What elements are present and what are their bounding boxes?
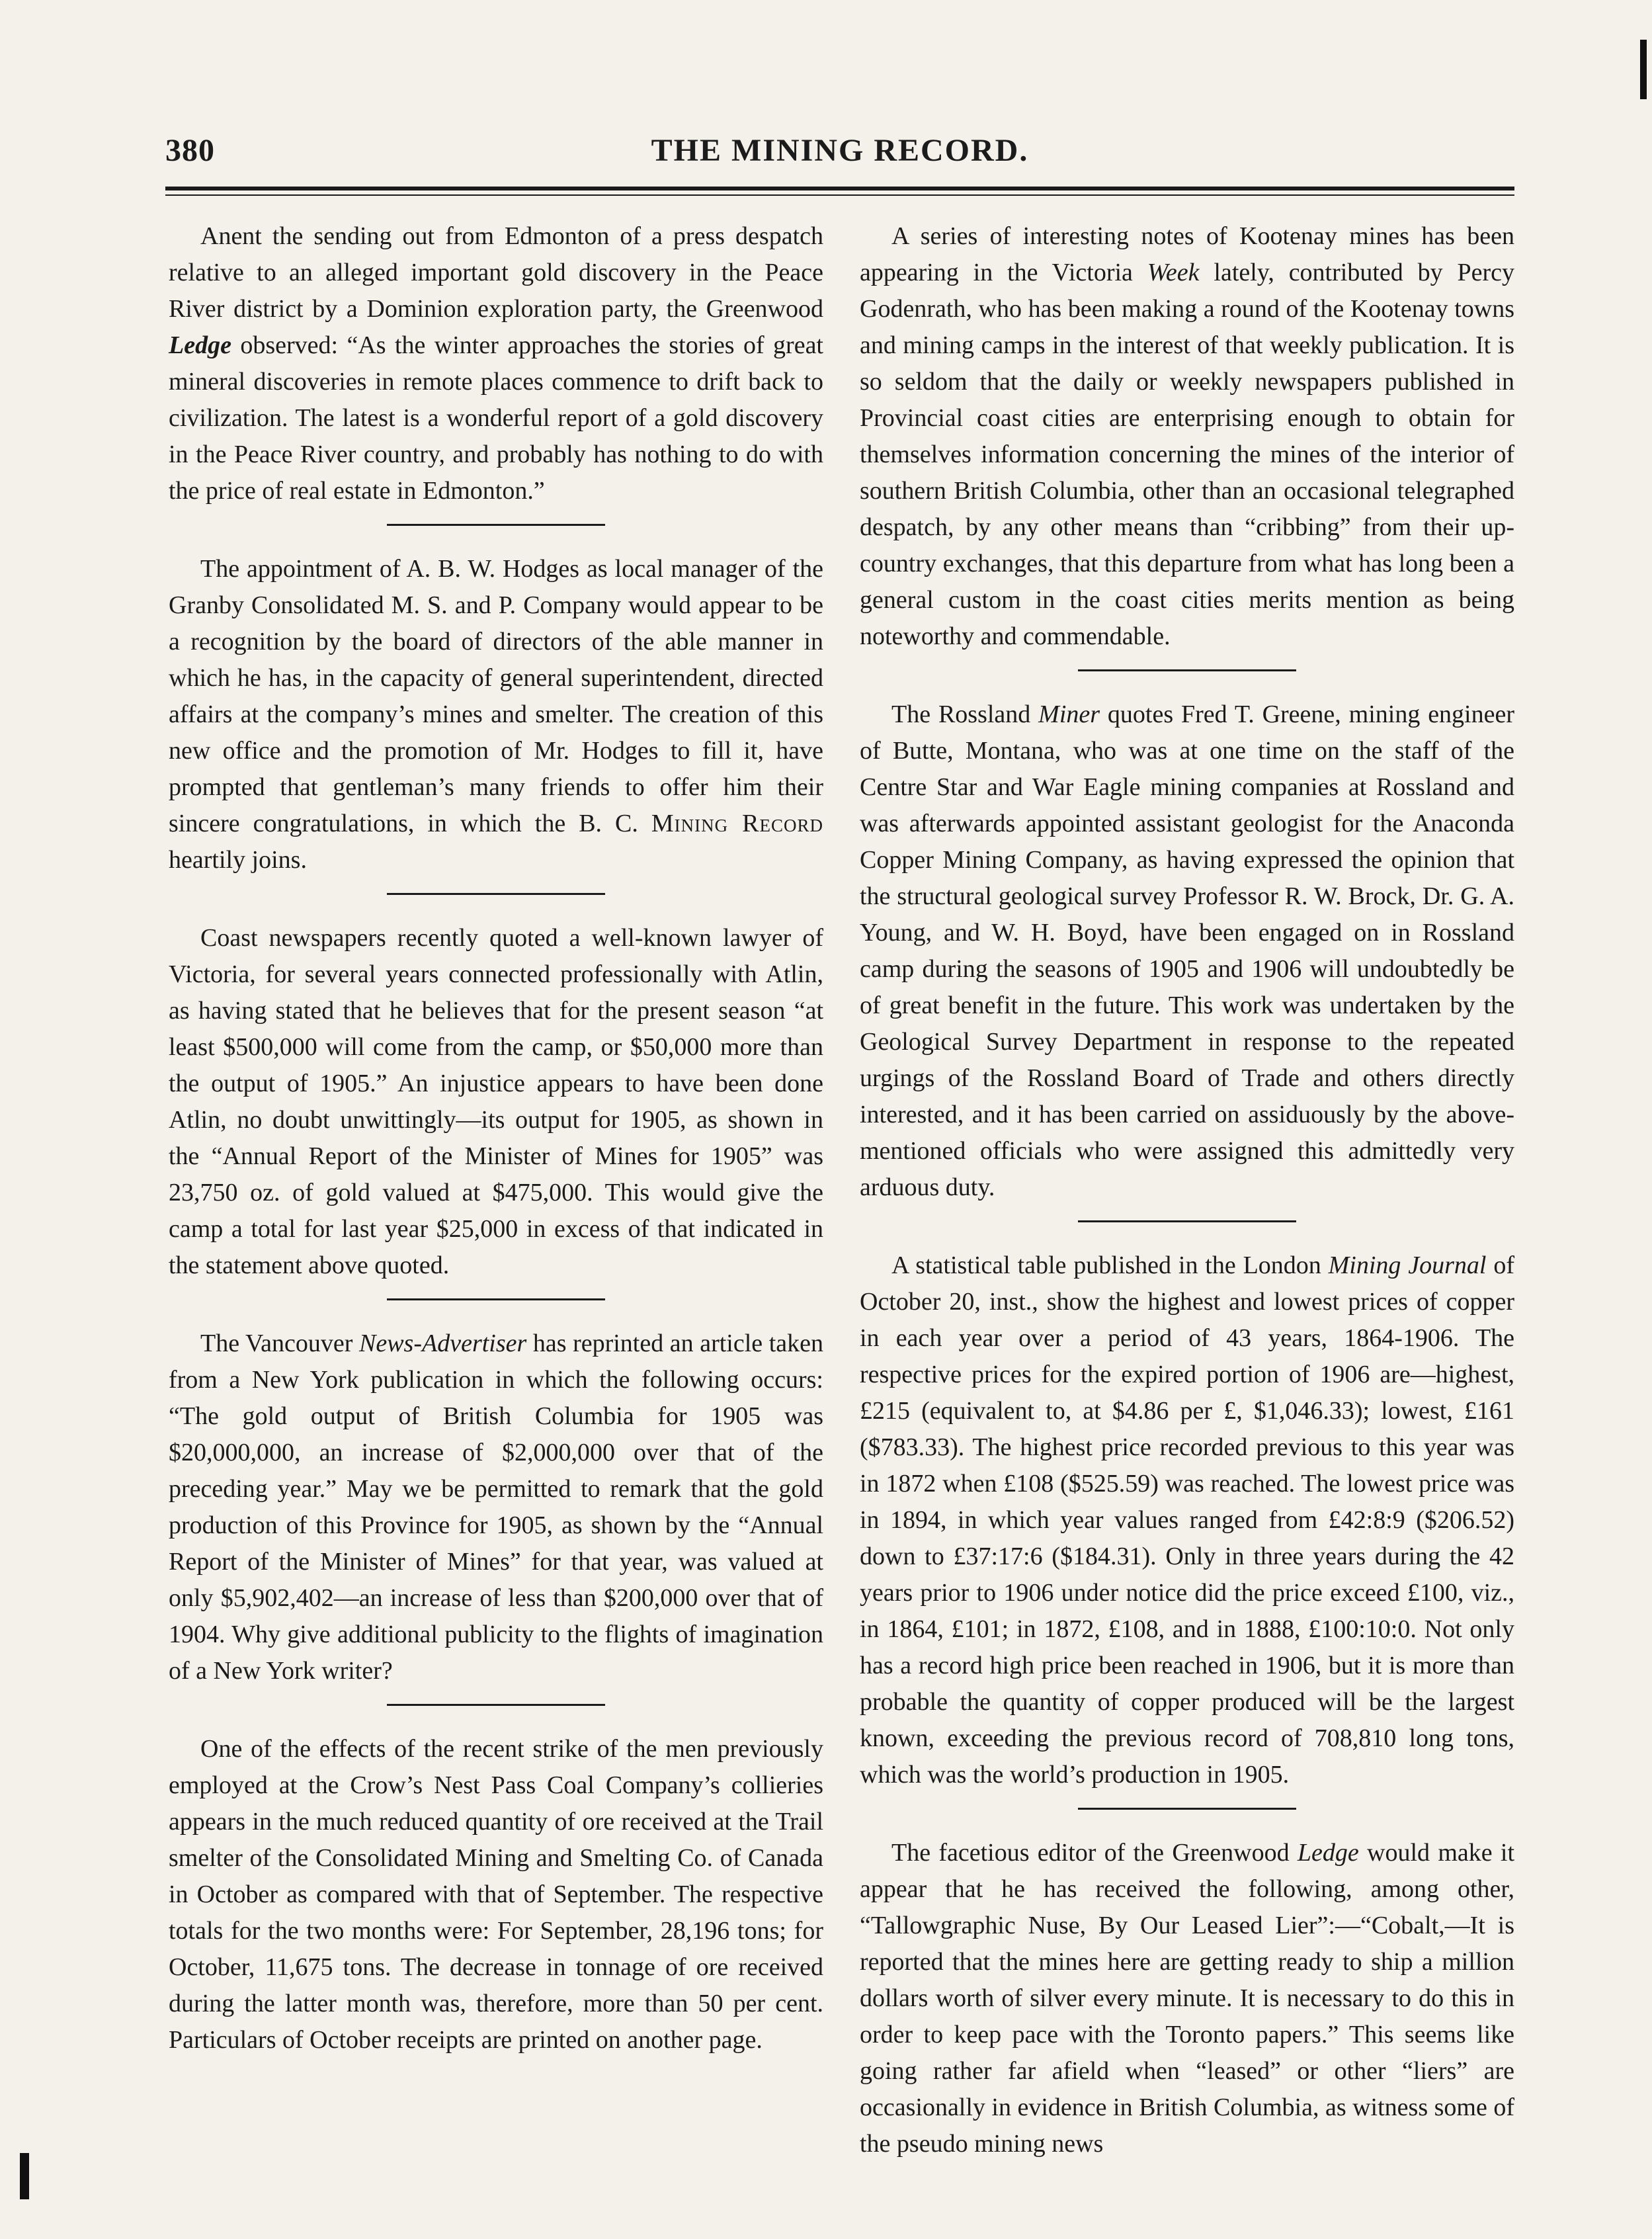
scan-edge-mark <box>20 2153 29 2199</box>
paper-name: Ledge <box>1297 1839 1359 1867</box>
running-title: THE MINING RECORD. <box>651 133 1029 168</box>
item-trail-smelter-receipts: One of the effects of the recent strike of the men previously employed at the Crow’s Nest Pass Coal Company’s collieries appears in the much reduced quantity of ore received at the Trail smelter of the Consolidated Mining and Smelting Co. of Canada in October as compared with that of September. The respective totals for the two months were: For September, 28,196 tons; for October, 11,675 tons. The decrease in tonnage of ore received during the latter month was, therefore, more than 50 per cent. Particulars of October receipts are printed on another page. <box>169 1735 823 2054</box>
page-number: 380 <box>165 133 215 168</box>
item-kootenay-notes: A series of interesting notes of Kootenay mines has been appearing in the Victoria Week lately, contributed by Percy Godenrath, who has been making a round of the Kootenay towns and mining camps in the interest of that weekly publication. It is so seldom that the daily or weekly newspapers published in Provincial coast cities are enterprising enough to obtain for themselves information concerning the mines of the interior of southern British Columbia, other than an occasional telegraphed despatch, by any other means than “cribbing” from their up-country exchanges, that this departure from what has long been a general custom in the coast cities merits mention as being noteworthy and commendable. <box>860 222 1514 650</box>
header-rule-thin <box>165 194 1514 196</box>
journal-name: Mining Record <box>651 810 823 837</box>
item-rossland-survey: The Rossland Miner quotes Fred T. Greene, mining engineer of Butte, Montana, who was at one time on the staff of the Centre Star and War Eagle mining companies at Rossland and was afterwards appointed assistant geologist for the Anaconda Copper Mining Company, as having expressed the opinion that the structural geological survey Professor R. W. Brock, Dr. G. A. Young, and W. H. Boyd, have been engaged on in Rossland camp during the seasons of 1905 and 1906 will undoubtedly be of great benefit in the future. This work was undertaken by the Geological Survey Department in response to the repeated urgings of the Rossland Board of Trade and others directly interested, and it has been carried on assiduously by the above-mentioned officials who were assigned this admittedly very arduous duty. <box>860 700 1514 1201</box>
scan-edge-mark <box>1640 40 1647 99</box>
section-divider <box>387 524 605 526</box>
item-hodges-appointment: The appointment of A. B. W. Hodges as local manager of the Granby Consolidated M. S. and P. Company would appear to be a recognition by the board of directors of the able manner in which he has, in the capacity of general superintendent, directed affairs at the company’s mines and smelter. The creation of this new office and the promotion of Mr. Hodges to fill it, have prompted that gentleman’s many friends to offer him their sincere congratulations, in which the B. C. Mining Record heartily joins. <box>169 555 823 874</box>
section-divider <box>1078 1808 1296 1810</box>
item-copper-prices: A statistical table published in the London Mining Journal of October 20, inst., show the highest and lowest prices of copper in each year over a period of 43 years, 1864-1906. The respective prices for the expired portion of 1906 are—highest, £215 (equivalent to, at $4.86 per £, $1,046.33); lowest, £161 ($783.33). The highest price recorded previous to this year was in 1872 when £108 ($525.59) was reached. The lowest price was in 1894, in which year values ranged from £42:8:9 ($206.52) down to £37:17:6 ($184.31). Only in three years during the 42 years prior to 1906 under notice did the price exceed £100, viz., in 1864, £101; in 1872, £108, and in 1888, £100:10:0. Not only has a record high price been reached in 1906, but it is more than probable the quantity of copper produced will be the largest known, exceeding the previous record of 708,810 long tons, which was the world’s production in 1905. <box>860 1251 1515 1789</box>
section-divider <box>1078 669 1296 671</box>
header-rule-thick <box>165 187 1514 190</box>
paper-name: Miner <box>1038 700 1100 728</box>
page-header <box>165 132 1514 179</box>
section-divider <box>387 1704 605 1706</box>
paper-name: Ledge <box>169 331 231 359</box>
item-gold-output-correction: The Vancouver News-Advertiser has reprinted an article taken from a New York publication in which the following occurs: “The gold output of British Columbia for 1905 was $20,000,000, an increase of $2,000,000 over that of the preceding year.” May we be permitted to remark that the gold production of this Province for 1905, as shown by the “Annual Report of the Minister of Mines” for that year, was valued at only $5,902,402—an increase of less than $200,000 over that of 1904. Why give additional publicity to the flights of imagination of a New York writer? <box>169 1330 823 1685</box>
paper-name: Mining Journal <box>1328 1251 1487 1279</box>
item-greenwood-ledge: The facetious editor of the Greenwood Ledge would make it appear that he has received the following, among other, “Tallowgraphic Nuse, By Our Leased Lier”:—“Cobalt,—It is reported that the mines here are getting ready to ship a million dollars worth of silver every minute. It is necessary to do this in order to keep pace with the Toronto papers.” This seems like going rather far afield when “leased” or other “liers” are occasionally in evidence in British Columbia, as witness some of the pseudo mining news <box>860 1839 1514 2158</box>
section-divider <box>1078 1220 1296 1222</box>
left-column <box>169 218 823 2058</box>
paper-name: Week <box>1147 259 1200 286</box>
paper-name: News-Advertiser <box>359 1330 527 1357</box>
right-column <box>860 218 1514 2162</box>
section-divider <box>387 1298 605 1300</box>
section-divider <box>387 893 605 895</box>
item-atlin-output: Coast newspapers recently quoted a well-known lawyer of Victoria, for several years connected professionally with Atlin, as having stated that he believes that for the present season “at least $500,000 will come from the camp, or $50,000 more than the output of 1905.” An injustice appears to have been done Atlin, no doubt unwittingly—its output for 1905, as shown in the “Annual Report of the Minister of Mines for 1905” was 23,750 oz. of gold valued at $475,000. This would give the camp a total for last year $25,000 in excess of that indicated in the statement above quoted. <box>169 924 823 1279</box>
item-edmonton-despatch: Anent the sending out from Edmonton of a press despatch relative to an alleged important gold discovery in the Peace River district by a Dominion exploration party, the Greenwood Ledge observed: “As the winter approaches the stories of great mineral discoveries in remote places commence to drift back to civilization. The latest is a wonderful report of a gold discovery in the Peace River country, and probably has nothing to do with the price of real estate in Edmonton.” <box>169 222 823 505</box>
